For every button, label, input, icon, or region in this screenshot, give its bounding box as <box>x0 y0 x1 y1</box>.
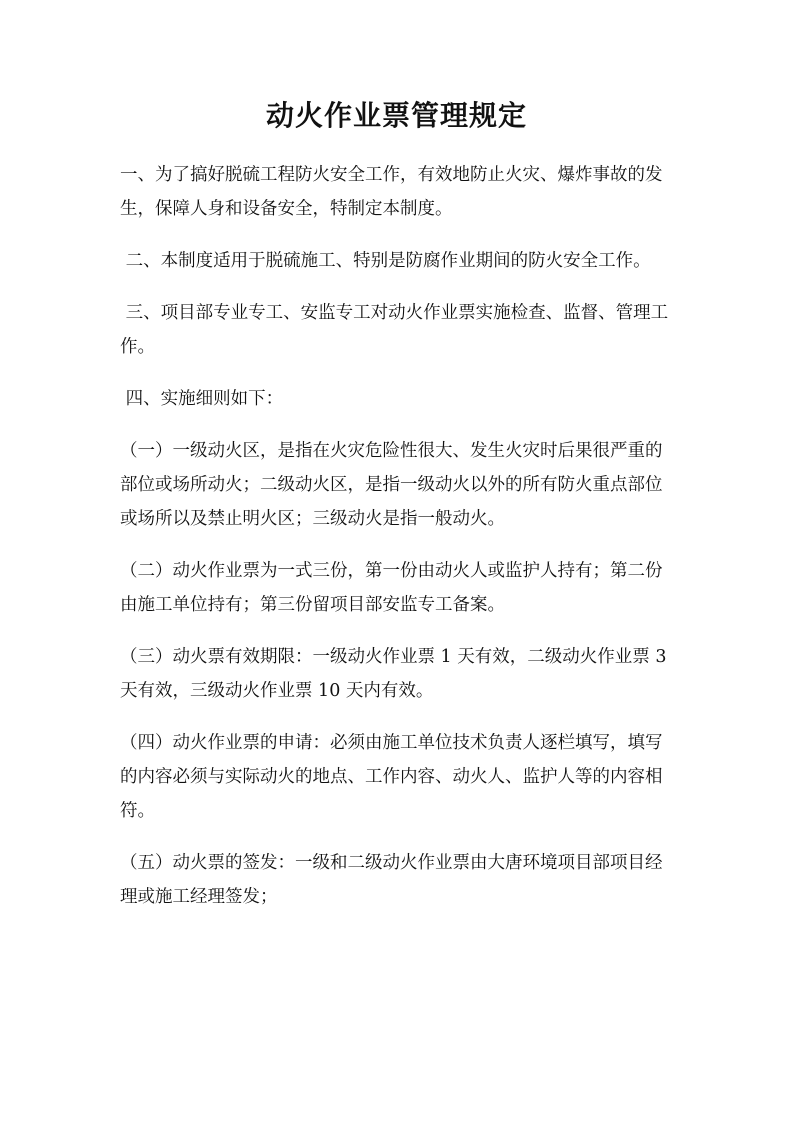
paragraph-rule-1: （一）一级动火区，是指在火灾危险性很大、发生火灾时后果很严重的部位或场所动火；二级动火区，是指一级动火以外的所有防火重点部位或场所以及禁止明火区；三级动火是指一般动火。 <box>120 441 663 529</box>
document-body <box>120 158 678 914</box>
paragraph-rules-heading: 四、实施细则如下： <box>120 389 284 409</box>
paragraph-rule-5: （五）动火票的签发：一级和二级动火作业票由大唐环境项目部项目经理或施工经理签发； <box>120 853 663 907</box>
paragraph-rule-2: （二）动火作业票为一式三份，第一份由动火人或监护人持有；第二份由施工单位持有；第三份留项目部安监专工备案。 <box>120 561 663 615</box>
paragraph-responsibility: 三、项目部专业专工、安监专工对动火作业票实施检查、监督、管理工作。 <box>120 303 669 357</box>
paragraph-rule-4: （四）动火作业票的申请：必须由施工单位技术负责人逐栏填写，填写的内容必须与实际动火的地点、工作内容、动火人、监护人等的内容相符。 <box>120 733 663 821</box>
paragraph-scope: 二、本制度适用于脱硫施工、特别是防腐作业期间的防火安全工作。 <box>120 251 651 271</box>
paragraph-purpose: 一、为了搞好脱硫工程防火安全工作，有效地防止火灾、爆炸事故的发生，保障人身和设备安全，特制定本制度。 <box>120 165 663 219</box>
paragraph-rule-3: （三）动火票有效期限：一级动火作业票 1 天有效，二级动火作业票 3 天有效，三级动火作业票 10 天内有效。 <box>120 647 673 701</box>
document-title: 动火作业票管理规定 <box>265 99 527 132</box>
